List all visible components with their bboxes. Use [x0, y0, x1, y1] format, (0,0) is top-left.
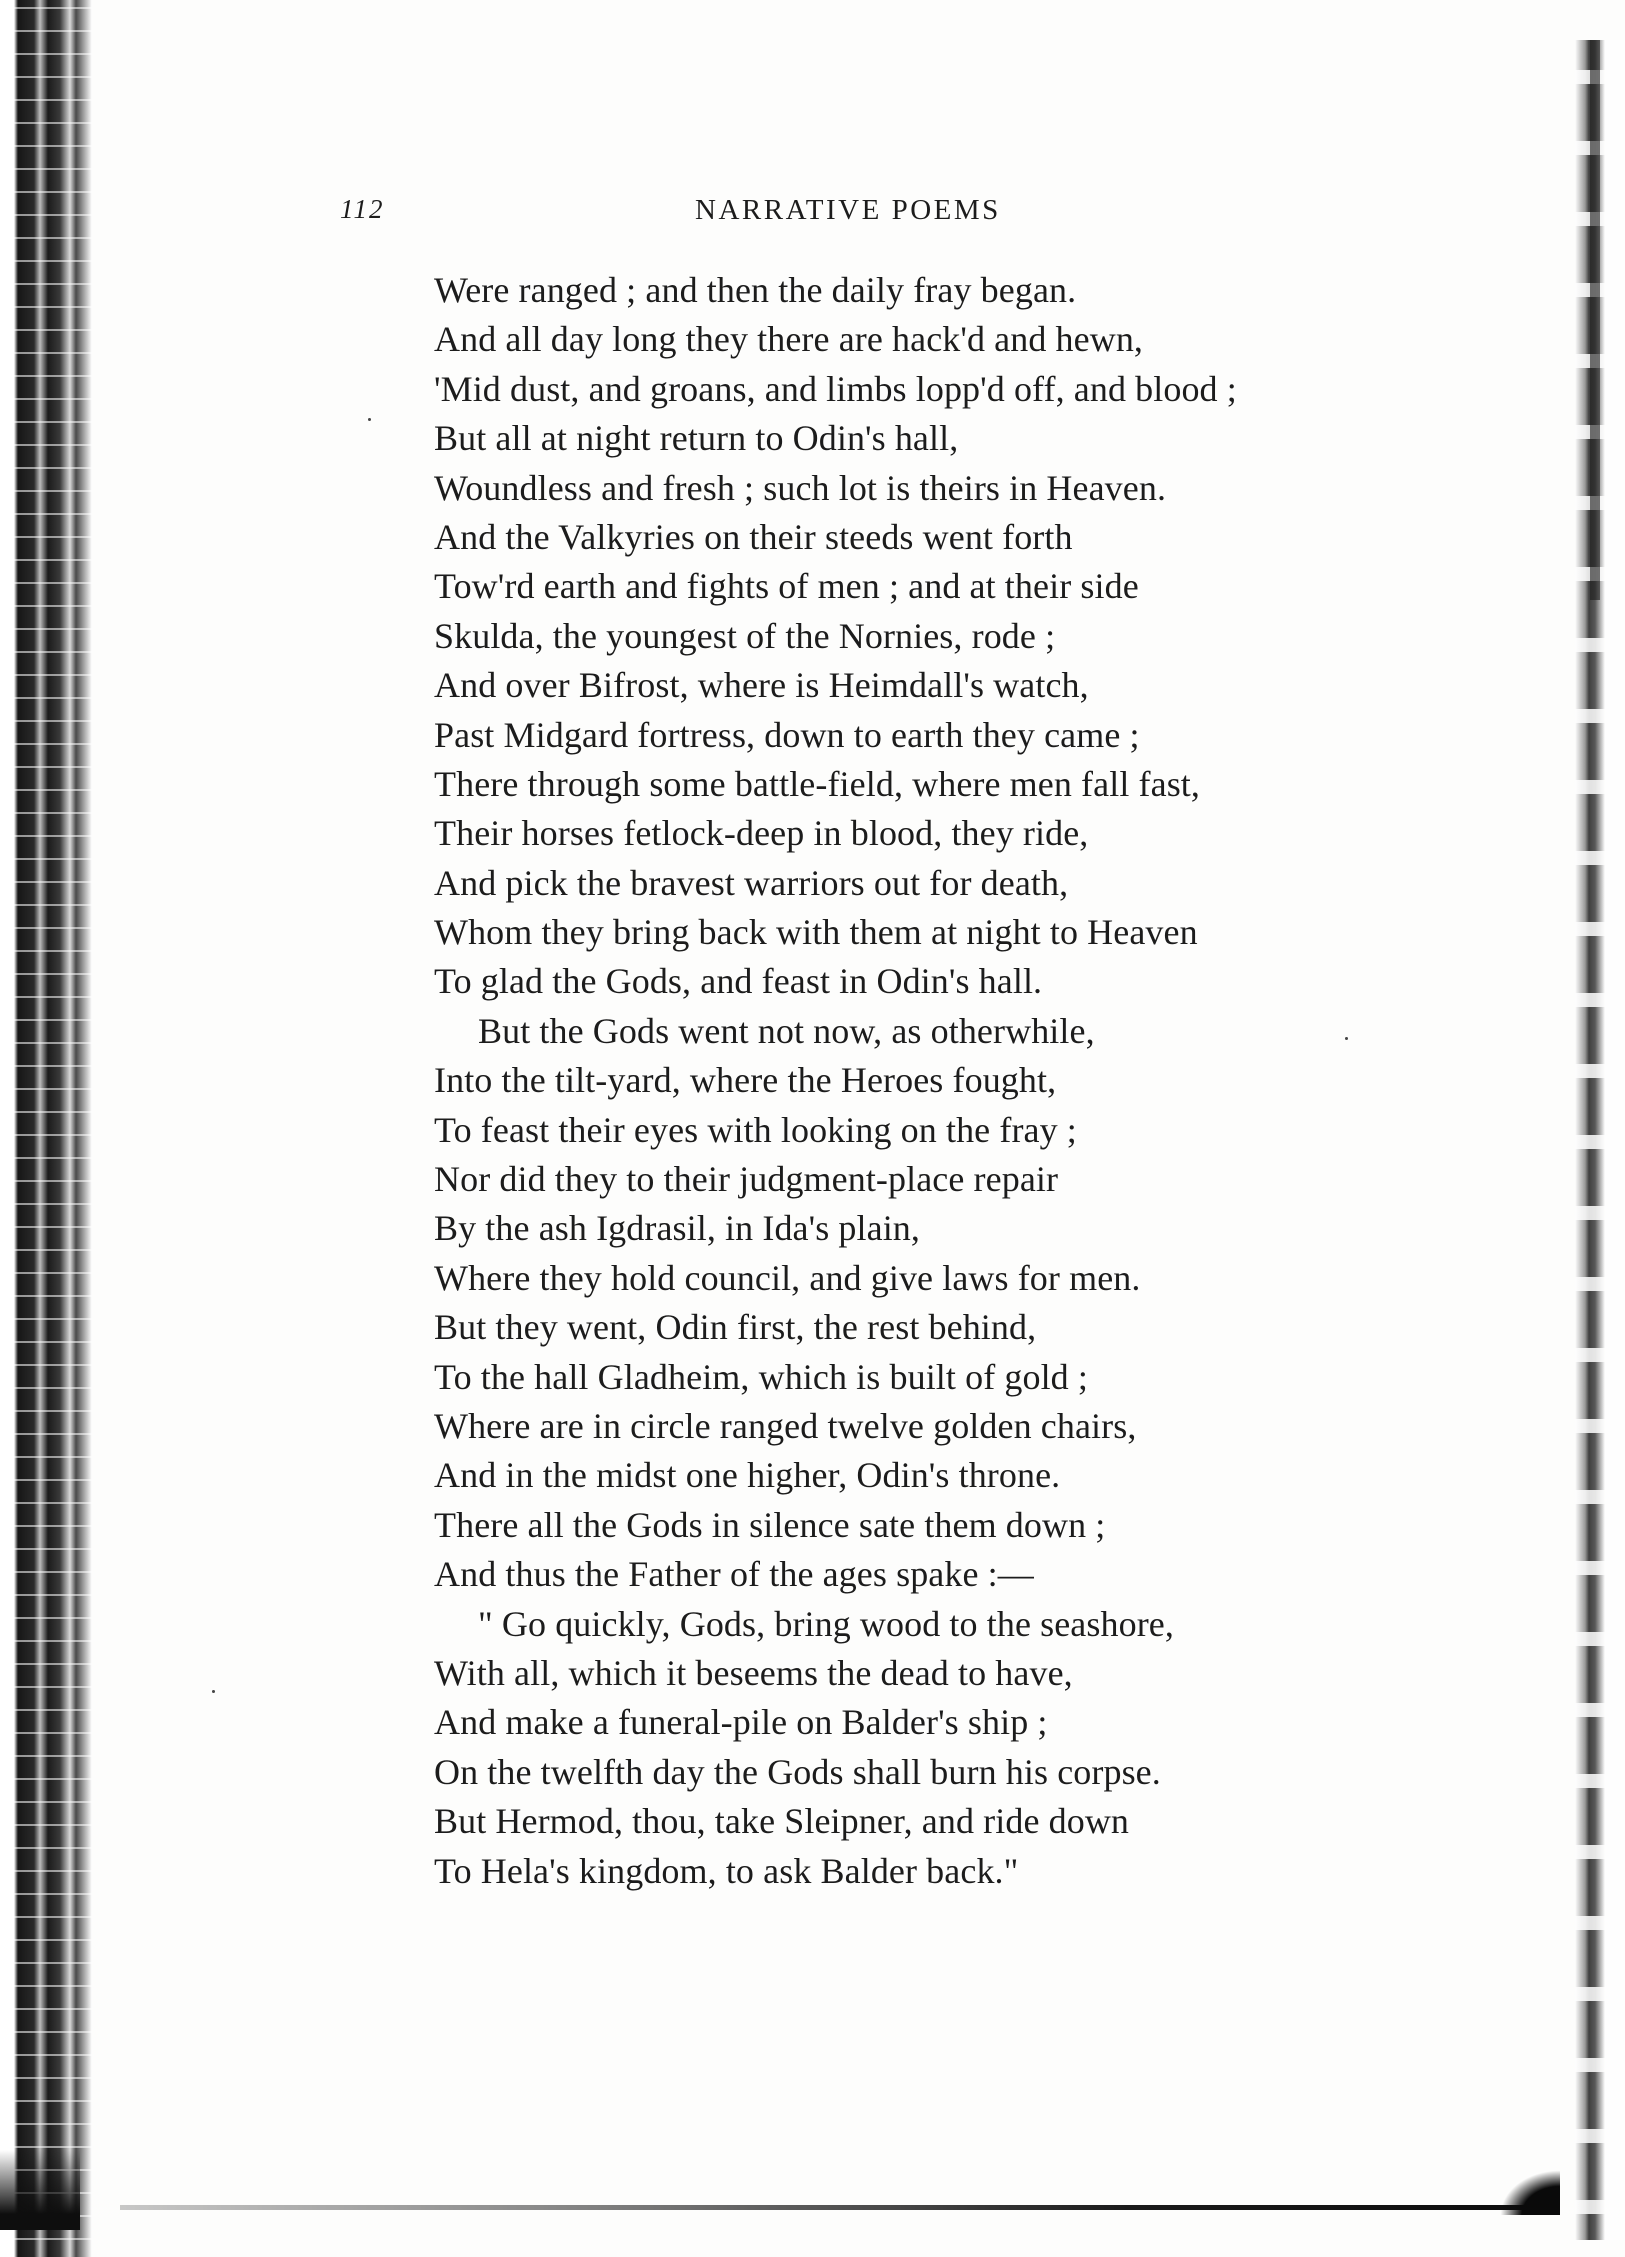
- poem-line: To glad the Gods, and feast in Odin's hall.: [434, 961, 1043, 1002]
- binding-shadow-right: [1590, 40, 1600, 600]
- poem-line: With all, which it beseems the dead to have,: [434, 1652, 1073, 1693]
- poem-line: And make a funeral-pile on Balder's ship ;: [434, 1702, 1048, 1743]
- running-head: [340, 194, 1200, 234]
- poem-line: Into the tilt-yard, where the Heroes fought,: [434, 1060, 1057, 1101]
- poem-line: And pick the bravest warriors out for death,: [434, 862, 1069, 903]
- poem-line: There through some battle-field, where men fall fast,: [434, 763, 1201, 804]
- poem-text: [434, 266, 1514, 1896]
- poem-line: Were ranged ; and then the daily fray began.: [434, 270, 1077, 310]
- poem-line: Skulda, the youngest of the Nornies, rode ;: [434, 615, 1056, 656]
- poem-line-indented: " Go quickly, Gods, bring wood to the seashore,: [478, 1603, 1174, 1644]
- poem-line: Whom they bring back with them at night to Heaven: [434, 912, 1198, 953]
- poem-line: But all at night return to Odin's hall,: [434, 418, 959, 459]
- poem-line: Tow'rd earth and fights of men ; and at their side: [434, 566, 1139, 607]
- poem-line: To feast their eyes with looking on the fray ;: [434, 1109, 1077, 1150]
- poem-line: Where are in circle ranged twelve golden chairs,: [434, 1405, 1137, 1446]
- poem-line: Past Midgard fortress, down to earth they came ;: [434, 714, 1140, 755]
- poem-line: There all the Gods in silence sate them down ;: [434, 1504, 1106, 1545]
- poem-line: 'Mid dust, and groans, and limbs lopp'd off, and blood ;: [434, 368, 1237, 409]
- poem-line: To Hela's kingdom, to ask Balder back.": [434, 1850, 1019, 1891]
- poem-line: And thus the Father of the ages spake :—: [434, 1554, 1034, 1595]
- poem-line: Their horses fetlock-deep in blood, they ride,: [434, 813, 1089, 854]
- page-bottom-edge: [120, 2205, 1560, 2210]
- poem-line: But they went, Odin first, the rest behind,: [434, 1307, 1037, 1348]
- poem-line: To the hall Gladheim, which is built of gold ;: [434, 1356, 1088, 1397]
- poem-line: Where they hold council, and give laws for men.: [434, 1257, 1141, 1298]
- scan-speck: [368, 418, 371, 421]
- poem-line: Woundless and fresh ; such lot is theirs in Heaven.: [434, 467, 1167, 508]
- poem-line: On the twelfth day the Gods shall burn his corpse.: [434, 1751, 1161, 1792]
- poem-line: And all day long they there are hack'd and hewn,: [434, 319, 1144, 360]
- page-corner-shadow: [1500, 2170, 1560, 2215]
- binding-shadow-left: [0, 2150, 80, 2230]
- poem-line: By the ash Igdrasil, in Ida's plain,: [434, 1208, 920, 1249]
- running-head-title: NARRATIVE POEMS: [695, 194, 1001, 226]
- page-number: 112: [340, 194, 385, 224]
- poem-line: And over Bifrost, where is Heimdall's watch,: [434, 665, 1089, 706]
- binding-edge-right: [1575, 40, 1625, 2240]
- poem-line: And in the midst one higher, Odin's throne.: [434, 1455, 1061, 1496]
- scan-speck: [212, 1690, 215, 1693]
- poem-line-indented: But the Gods went not now, as otherwhile,: [478, 1010, 1095, 1051]
- binding-edge-left: [0, 0, 92, 2257]
- poem-line: And the Valkyries on their steeds went forth: [434, 516, 1073, 557]
- poem-line: But Hermod, thou, take Sleipner, and ride down: [434, 1801, 1130, 1842]
- poem-line: Nor did they to their judgment-place repair: [434, 1159, 1059, 1200]
